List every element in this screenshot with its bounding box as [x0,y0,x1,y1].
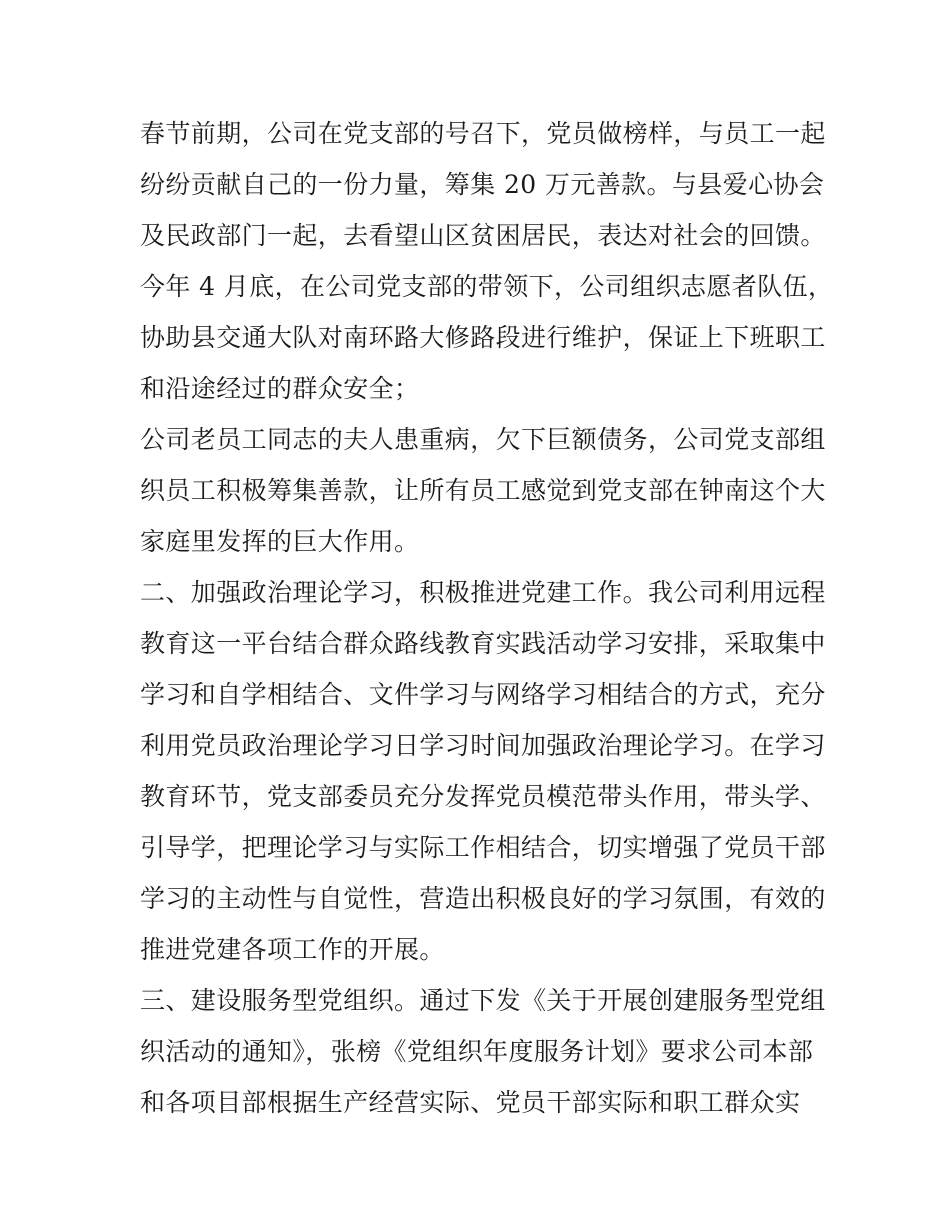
text-line: 学习和自学相结合、文件学习与网络学习相结合的方式，充分 [140,680,826,709]
text-line: 织员工积极筹集善款，让所有员工感觉到党支部在钟南这个大 [140,476,826,505]
text-line: 引导学，把理论学习与实际工作相结合，切实增强了党员干部 [140,833,826,862]
text-line: 春节前期，公司在党支部的号召下，党员做榜样，与员工一起 [140,119,826,148]
text-line: 三、建设服务型党组织。通过下发《关于开展创建服务型党组 [140,986,826,1015]
text-line: 织活动的通知》，张榜《党组织年度服务计划》要求公司本部 [140,1037,814,1066]
text-line: 协助县交通大队对南环路大修路段进行维护，保证上下班职工 [140,323,826,352]
text-line: 学习的主动性与自觉性，营造出积极良好的学习氛围，有效的 [140,884,826,913]
text-line: 推进党建各项工作的开展。 [140,935,445,964]
text-line: 纷纷贡献自己的一份力量，筹集 20 万元善款。与县爱心协会 [140,170,825,199]
text-line: 和沿途经过的群众安全； [140,374,420,403]
text-line: 家庭里发挥的巨大作用。 [140,527,420,556]
text-line: 二、加强政治理论学习，积极推进党建工作。我公司利用远程 [140,578,826,607]
text-line: 公司老员工同志的夫人患重病，欠下巨额债务，公司党支部组 [140,425,826,454]
text-line: 利用党员政治理论学习日学习时间加强政治理论学习。在学习 [140,731,826,760]
text-line: 今年 4 月底，在公司党支部的带领下，公司组织志愿者队伍， [140,272,834,301]
document-body [140,108,834,1128]
text-line: 教育环节，党支部委员充分发挥党员模范带头作用，带头学、 [140,782,826,811]
text-line: 和各项目部根据生产经营实际、党员干部实际和职工群众实 [140,1088,801,1117]
text-line: 及民政部门一起，去看望山区贫困居民，表达对社会的回馈。 [140,221,826,250]
text-line: 教育这一平台结合群众路线教育实践活动学习安排，采取集中 [140,629,826,658]
